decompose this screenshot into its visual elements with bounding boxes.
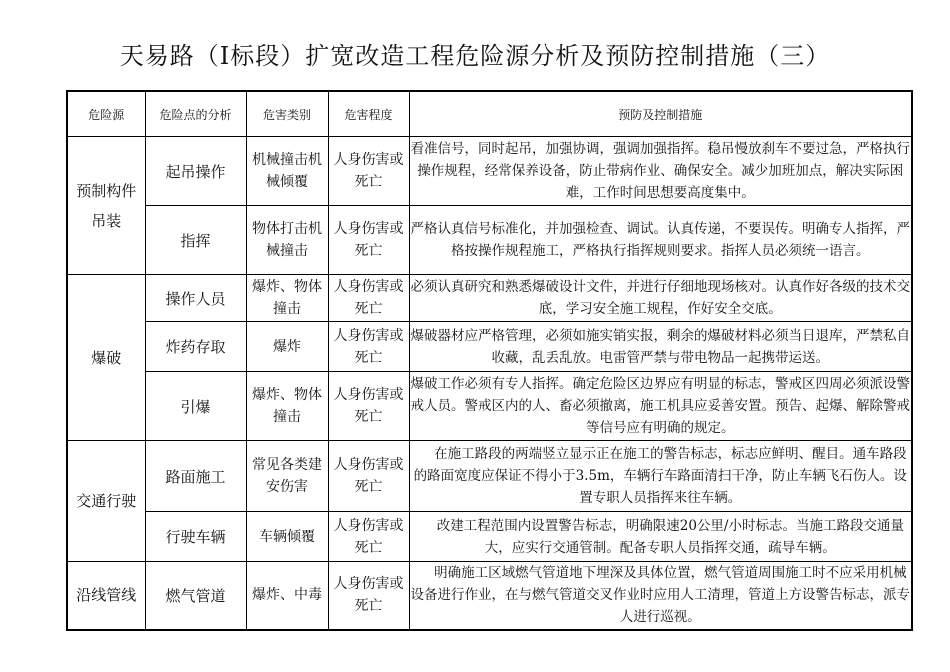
header-row (67, 91, 912, 137)
type-cell: 车辆倾覆 (246, 512, 328, 562)
measures-cell: 严格认真信号标准化，并加强检查、调试。认真传递，不要误传。明确专人指挥，严格按操作规程施工，严格执行指挥规则要求。指挥人员必须统一语言。 (409, 206, 912, 275)
point-cell: 行驶车辆 (145, 512, 246, 562)
point-cell: 操作人员 (145, 275, 246, 322)
measures-cell: 必须认真研究和熟悉爆破设计文件，并进行仔细地现场核对。认真作好各级的技术交底，学习安全施工规程，作好安全交底。 (409, 275, 912, 322)
degree-cell: 人身伤害或死亡 (328, 206, 409, 275)
category-cell (67, 562, 145, 630)
header-source: 危险源 (67, 91, 145, 137)
category-label: 爆破 (91, 348, 122, 367)
header-point: 危险点的分析 (145, 91, 246, 137)
table-row (67, 137, 912, 206)
hazard-table (66, 90, 913, 631)
type-cell: 机械撞击机械倾覆 (246, 137, 328, 206)
degree-cell: 人身伤害或死亡 (328, 562, 409, 630)
table-row (67, 562, 912, 630)
measures-cell: 在施工路段的两端竖立显示正在施工的警告标志，标志应鲜明、醒目。通车路段的路面宽度应保证不得小于3.5m，车辆行车路面清扫干净，防止车辆飞石伤人。设置专职人员指挥来往车辆。 (409, 441, 912, 512)
degree-cell: 人身伤害或死亡 (328, 322, 409, 372)
degree-cell: 人身伤害或死亡 (328, 137, 409, 206)
category-label: 吊装 (91, 211, 122, 230)
degree-cell: 人身伤害或死亡 (328, 275, 409, 322)
degree-cell: 人身伤害或死亡 (328, 512, 409, 562)
category-cell (67, 275, 145, 441)
page-title: 天易路（Ⅰ标段）扩宽改造工程危险源分析及预防控制措施（三） (119, 42, 831, 70)
point-cell: 燃气管道 (145, 562, 246, 630)
header-type: 危害类别 (246, 91, 328, 137)
category-label: 沿线管线 (76, 586, 137, 605)
table-row (67, 322, 912, 372)
table-row (67, 512, 912, 562)
type-cell: 物体打击机械撞击 (246, 206, 328, 275)
category-label: 预制构件 (76, 181, 137, 200)
category-label: 交通行驶 (76, 492, 137, 510)
category-cell (67, 441, 145, 562)
measures-cell: 爆破器材应严格管理，必须如施实销实报，剩余的爆破材料必须当日退库，严禁私自收藏，乱丢乱放。电雷管严禁与带电物品一起携带运送。 (409, 322, 912, 372)
degree-cell: 人身伤害或死亡 (328, 372, 409, 441)
table-row (67, 372, 912, 441)
measures-cell: 明确施工区域燃气管道地下埋深及具体位置，燃气管道周围施工时不应采用机械设备进行作业，在与燃气管道交叉作业时应用人工清理，管道上方设警告标志，派专人进行巡视。 (409, 562, 912, 630)
table-row (67, 206, 912, 275)
point-cell: 路面施工 (145, 441, 246, 512)
measures-cell: 爆破工作必须有专人指挥。确定危险区边界应有明显的标志，警戒区四周必须派设警戒人员。警戒区内的人、畜必须撤离，施工机具应妥善安置。预告、起爆、解除警戒等信号应有明确的规定。 (409, 372, 912, 441)
point-cell: 起吊操作 (145, 137, 246, 206)
header-measures: 预防及控制措施 (409, 91, 912, 137)
point-cell: 指挥 (145, 206, 246, 275)
table-row (67, 441, 912, 512)
point-cell: 引爆 (145, 372, 246, 441)
type-cell: 爆炸、物体撞击 (246, 275, 328, 322)
header-degree: 危害程度 (328, 91, 409, 137)
type-cell: 爆炸、中毒 (246, 562, 328, 630)
table-row (67, 275, 912, 322)
category-cell (67, 137, 145, 275)
measures-cell: 改建工程范围内设置警告标志，明确限速20公里/小时标志。当施工路段交通量大，应实行交通管制。配备专职人员指挥交通，疏导车辆。 (409, 512, 912, 562)
type-cell: 爆炸、物体撞击 (246, 372, 328, 441)
type-cell: 常见各类建安伤害 (246, 441, 328, 512)
degree-cell: 人身伤害或死亡 (328, 441, 409, 512)
point-cell: 炸药存取 (145, 322, 246, 372)
type-cell: 爆炸 (246, 322, 328, 372)
measures-cell: 看准信号，同时起吊，加强协调，强调加强指挥。稳吊慢放刹车不要过急，严格执行操作规程，经常保养设备，防止带病作业、确保安全。减少加班加点，解决实际困难，工作时间思想要高度集中。 (409, 137, 912, 206)
